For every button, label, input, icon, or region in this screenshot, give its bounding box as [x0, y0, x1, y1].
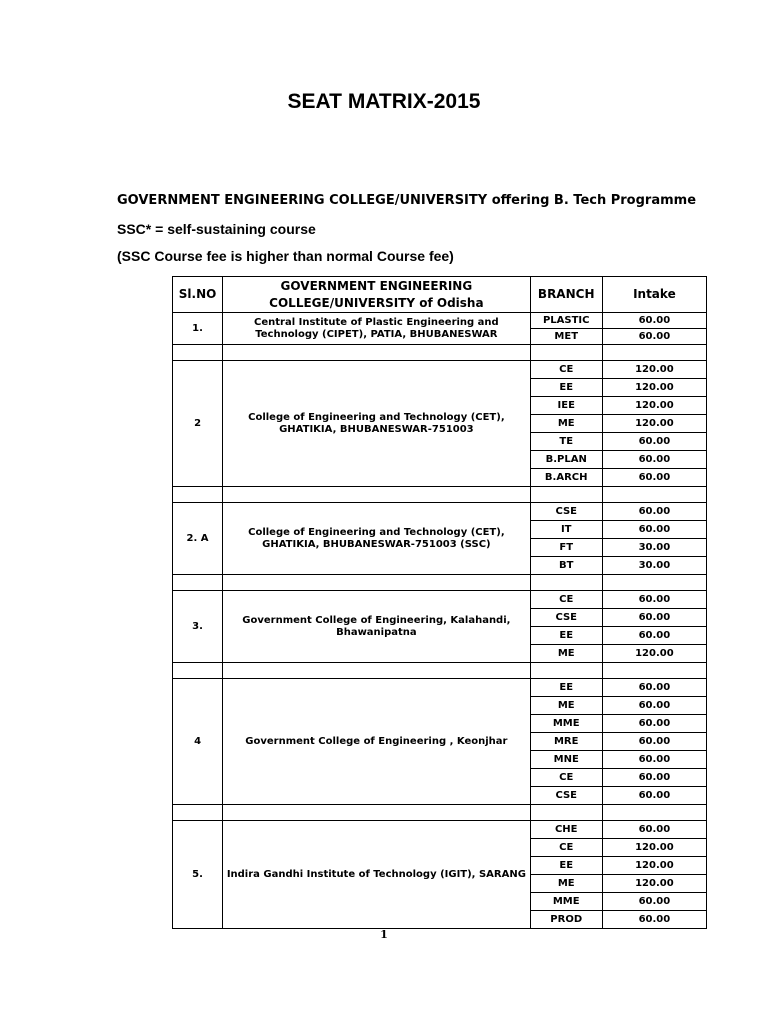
spacer-cell [602, 575, 706, 591]
intake-cell: 120.00 [602, 645, 706, 663]
branch-cell: IEE [530, 397, 602, 415]
college-name-cell: Government College of Engineering , Keonjhar [223, 679, 531, 805]
intake-cell: 60.00 [602, 609, 706, 627]
table-row [173, 679, 707, 697]
spacer-cell [530, 575, 602, 591]
intake-cell: 60.00 [602, 469, 706, 487]
intake-cell: 60.00 [602, 769, 706, 787]
spacer-cell [530, 663, 602, 679]
slno-cell: 2. A [173, 503, 223, 575]
branch-cell: CE [530, 839, 602, 857]
intake-cell: 60.00 [602, 627, 706, 645]
branch-cell: B.ARCH [530, 469, 602, 487]
branch-cell: ME [530, 697, 602, 715]
branch-cell: CE [530, 361, 602, 379]
spacer-cell [602, 487, 706, 503]
slno-cell: 1. [173, 313, 223, 345]
spacer-cell [602, 345, 706, 361]
branch-cell: ME [530, 415, 602, 433]
branch-cell: MET [530, 329, 602, 345]
table-row [173, 313, 707, 329]
spacer-cell [223, 805, 531, 821]
intake-cell: 120.00 [602, 379, 706, 397]
branch-cell: IT [530, 521, 602, 539]
slno-cell: 3. [173, 591, 223, 663]
spacer-cell [223, 487, 531, 503]
branch-cell: MNE [530, 751, 602, 769]
header-branch: BRANCH [530, 277, 602, 313]
intake-cell: 30.00 [602, 539, 706, 557]
spacer-cell [223, 345, 531, 361]
branch-cell: CE [530, 591, 602, 609]
spacer-cell [223, 663, 531, 679]
intake-cell: 120.00 [602, 857, 706, 875]
intake-cell: 60.00 [602, 697, 706, 715]
branch-cell: FT [530, 539, 602, 557]
intake-cell: 120.00 [602, 397, 706, 415]
branch-cell: MME [530, 715, 602, 733]
branch-cell: ME [530, 645, 602, 663]
seat-matrix-table [172, 276, 707, 929]
college-name-cell: College of Engineering and Technology (CET), GHATIKIA, BHUBANESWAR-751003 [223, 361, 531, 487]
branch-cell: B.PLAN [530, 451, 602, 469]
spacer-cell [530, 805, 602, 821]
branch-cell: MRE [530, 733, 602, 751]
intake-cell: 60.00 [602, 733, 706, 751]
spacer-row [173, 487, 707, 503]
spacer-row [173, 663, 707, 679]
table-header-row [173, 277, 707, 313]
spacer-cell [602, 805, 706, 821]
branch-cell: ME [530, 875, 602, 893]
college-name-cell: College of Engineering and Technology (CET), GHATIKIA, BHUBANESWAR-751003 (SSC) [223, 503, 531, 575]
header-slno: Sl.NO [173, 277, 223, 313]
branch-cell: CE [530, 769, 602, 787]
spacer-cell [173, 345, 223, 361]
table-row [173, 821, 707, 839]
slno-cell: 5. [173, 821, 223, 929]
table-row [173, 361, 707, 379]
intake-cell: 60.00 [602, 521, 706, 539]
intake-cell: 60.00 [602, 451, 706, 469]
intake-cell: 60.00 [602, 787, 706, 805]
intake-cell: 60.00 [602, 911, 706, 929]
spacer-cell [602, 663, 706, 679]
page-title: SEAT MATRIX-2015 [287, 90, 481, 113]
page-number: 1 [380, 928, 388, 941]
spacer-cell [530, 345, 602, 361]
spacer-cell [173, 805, 223, 821]
intake-cell: 60.00 [602, 433, 706, 451]
ssc-fee-note: (SSC Course fee is higher than normal Course fee) [117, 248, 454, 264]
branch-cell: TE [530, 433, 602, 451]
intake-cell: 60.00 [602, 313, 706, 329]
intake-cell: 60.00 [602, 591, 706, 609]
intake-cell: 120.00 [602, 415, 706, 433]
college-name-cell: Government College of Engineering, Kalahandi, Bhawanipatna [223, 591, 531, 663]
spacer-cell [173, 575, 223, 591]
college-name-cell: Central Institute of Plastic Engineering and Technology (CIPET), PATIA, BHUBANESWAR [223, 313, 531, 345]
branch-cell: CHE [530, 821, 602, 839]
intake-cell: 60.00 [602, 503, 706, 521]
spacer-row [173, 805, 707, 821]
intake-cell: 30.00 [602, 557, 706, 575]
branch-cell: EE [530, 679, 602, 697]
table-row [173, 591, 707, 609]
spacer-cell [173, 487, 223, 503]
ssc-definition-note: SSC* = self-sustaining course [117, 221, 316, 237]
branch-cell: EE [530, 857, 602, 875]
spacer-row [173, 575, 707, 591]
header-college: GOVERNMENT ENGINEERING COLLEGE/UNIVERSITY of Odisha [223, 277, 531, 313]
header-intake: Intake [602, 277, 706, 313]
table-body [173, 313, 707, 929]
spacer-row [173, 345, 707, 361]
intake-cell: 120.00 [602, 361, 706, 379]
intake-cell: 60.00 [602, 329, 706, 345]
spacer-cell [530, 487, 602, 503]
branch-cell: PROD [530, 911, 602, 929]
branch-cell: CSE [530, 609, 602, 627]
spacer-cell [223, 575, 531, 591]
spacer-cell [173, 663, 223, 679]
intake-cell: 60.00 [602, 679, 706, 697]
intake-cell: 60.00 [602, 893, 706, 911]
section-subheading: GOVERNMENT ENGINEERING COLLEGE/UNIVERSITY offering B. Tech Programme [117, 193, 697, 208]
slno-cell: 2 [173, 361, 223, 487]
branch-cell: EE [530, 627, 602, 645]
table-row [173, 503, 707, 521]
branch-cell: MME [530, 893, 602, 911]
branch-cell: BT [530, 557, 602, 575]
slno-cell: 4 [173, 679, 223, 805]
branch-cell: PLASTIC [530, 313, 602, 329]
intake-cell: 120.00 [602, 839, 706, 857]
intake-cell: 60.00 [602, 715, 706, 733]
college-name-cell: Indira Gandhi Institute of Technology (IGIT), SARANG [223, 821, 531, 929]
branch-cell: EE [530, 379, 602, 397]
intake-cell: 60.00 [602, 751, 706, 769]
intake-cell: 120.00 [602, 875, 706, 893]
intake-cell: 60.00 [602, 821, 706, 839]
branch-cell: CSE [530, 503, 602, 521]
branch-cell: CSE [530, 787, 602, 805]
